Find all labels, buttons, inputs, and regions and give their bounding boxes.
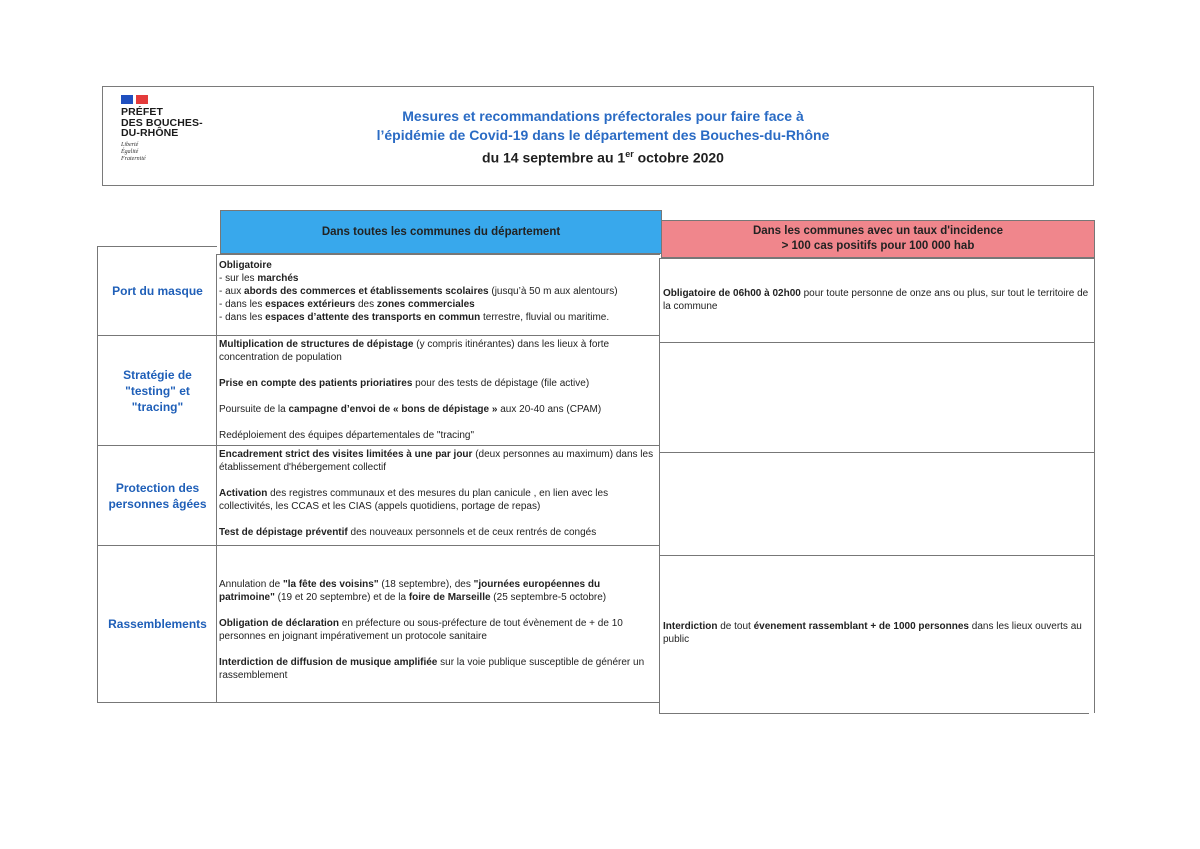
agees-p1: Encadrement strict des visites limitées à une par jour (deux personnes au maximum) dans les établissement d'hébergement collectif bbox=[219, 449, 654, 473]
document-header bbox=[102, 86, 1094, 186]
masque-high-incidence-text: Obligatoire de 06h00 à 02h00 pour toute personne de onze ans ou plus, sur tout le territoire de la commune bbox=[663, 288, 1089, 312]
french-flag-icon bbox=[121, 95, 241, 104]
masque-item-3: - dans les espaces extérieurs des zones commerciales bbox=[219, 299, 475, 310]
cell-rassemblements-all-communes bbox=[216, 545, 660, 702]
rassemblements-p1: Annulation de "la fête des voisins" (18 septembre), des "journées européennes du patrimoine" (19 et 20 septembre) et de la foire de Marseille (25 septembre-5 octobre) bbox=[219, 579, 607, 603]
header-all-communes: Dans toutes les communes du département bbox=[220, 210, 662, 254]
cell-masque-high-incidence bbox=[659, 258, 1095, 342]
testing-p4: Redéploiement des équipes départementales de "tracing" bbox=[219, 430, 475, 441]
masque-item-1: - sur les marchés bbox=[219, 273, 299, 284]
cell-agees-high-incidence bbox=[659, 452, 1095, 555]
testing-p3: Poursuite de la campagne d’envoi de « bons de dépistage » aux 20-40 ans (CPAM) bbox=[219, 404, 602, 415]
rassemblements-p3: Interdiction de diffusion de musique amplifiée sur la voie publique susceptible de générer un rassemblement bbox=[219, 657, 645, 681]
row-label-testing-tracing: Stratégie de "testing" et "tracing" bbox=[97, 335, 217, 445]
row-label-port-du-masque: Port du masque bbox=[97, 246, 217, 335]
row-label-personnes-agees: Protection des personnes âgées bbox=[97, 445, 217, 545]
cell-testing-all-communes bbox=[216, 335, 660, 445]
logo-motto: Liberté Égalité Fraternité bbox=[121, 141, 146, 162]
rassemblements-p2: Obligation de déclaration en préfecture ou sous-préfecture de tout évènement de + de 10 personnes en joignant impérativement un protocole sanitaire bbox=[219, 618, 623, 642]
testing-p1: Multiplication de structures de dépistage (y compris itinérantes) dans les lieux à forte concentration de population bbox=[219, 339, 610, 363]
title-date bbox=[323, 145, 883, 168]
logo-title: PRÉFET DES BOUCHES- DU-RHÔNE bbox=[121, 106, 203, 139]
date-suffix: octobre 2020 bbox=[633, 149, 724, 166]
masque-item-4: - dans les espaces d’attente des transports en commun terrestre, fluvial ou maritime. bbox=[219, 312, 610, 323]
masque-item-2: - aux abords des commerces et établissements scolaires (jusqu’à 50 m aux alentours) bbox=[219, 286, 618, 297]
cell-agees-all-communes bbox=[216, 445, 660, 545]
testing-p2: Prise en compte des patients prioriatires pour des tests de dépistage (file active) bbox=[219, 378, 590, 389]
row-label-rassemblements: Rassemblements bbox=[97, 545, 217, 702]
table-bottom-border-left bbox=[97, 702, 659, 703]
header-high-incidence: Dans les communes avec un taux d'incidence > 100 cas positifs pour 100 000 hab bbox=[661, 220, 1095, 258]
agees-p2: Activation des registres communaux et des mesures du plan canicule , en lien avec les collectivités, les CCAS et les CIAS (appels quotidiens, portage de repas) bbox=[219, 488, 609, 512]
document-title bbox=[323, 107, 883, 168]
masque-intro: Obligatoire bbox=[219, 260, 272, 271]
cell-testing-high-incidence bbox=[659, 342, 1095, 452]
date-prefix: du 14 septembre au 1 bbox=[482, 149, 626, 166]
cell-rassemblements-high-incidence bbox=[659, 555, 1095, 713]
agees-p3: Test de dépistage préventif des nouveaux personnels et de ceux rentrés de congés bbox=[219, 527, 597, 538]
date-sup: er bbox=[625, 149, 634, 159]
cell-masque-all-communes bbox=[216, 254, 660, 335]
prefecture-logo bbox=[121, 95, 241, 163]
title-line-2: l’épidémie de Covid-19 dans le département des Bouches-du-Rhône bbox=[376, 127, 830, 143]
table-bottom-border-right bbox=[659, 713, 1089, 714]
rassemblements-high-incidence-text: Interdiction de tout évenement rassemblant + de 1000 personnes dans les lieux ouverts au public bbox=[663, 621, 1082, 645]
title-line-1: Mesures et recommandations préfectorales pour faire face à bbox=[402, 108, 804, 124]
